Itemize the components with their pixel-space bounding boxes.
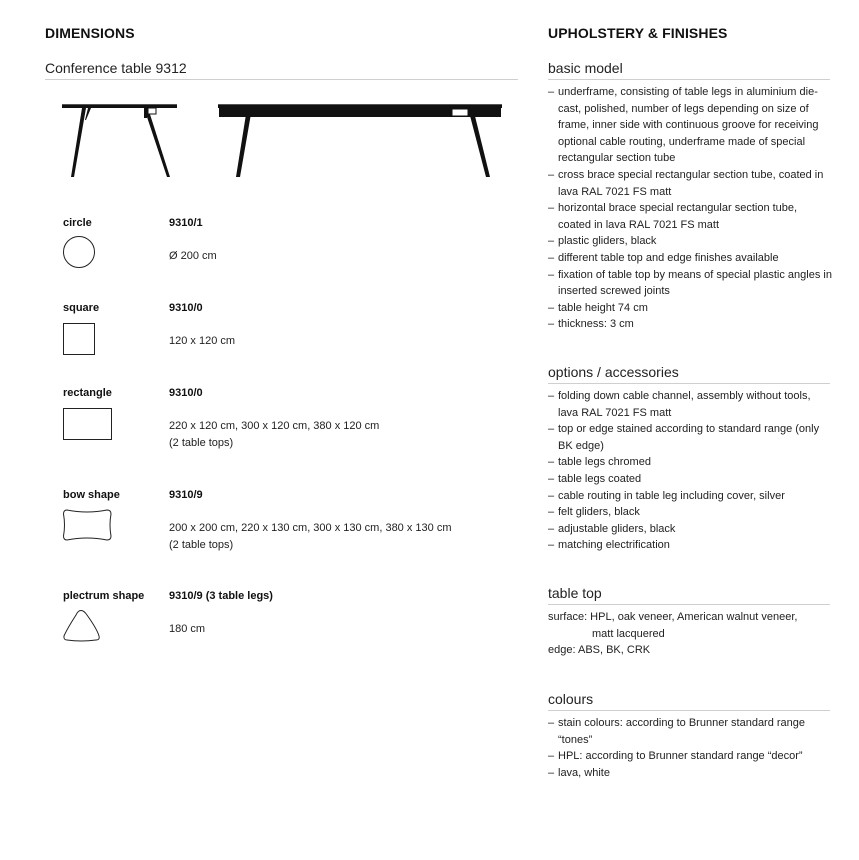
title-divider [45,79,518,80]
table-side-view-short [60,100,180,182]
list-item: – plastic gliders, black [548,233,833,250]
shape-row-bow [63,489,503,559]
shape-row-rectangle [63,387,503,457]
list-item: – HPL: according to Brunner standard range “decor” [548,748,833,765]
options-title: options / accessories [548,364,679,380]
shape-code: 9310/0 [169,302,203,314]
shape-code: 9310/1 [169,217,203,229]
dimensions-heading: DIMENSIONS [45,25,135,41]
plectrum-shape-icon [63,609,103,643]
list-item: – table height 74 cm [548,300,833,317]
table-leg [71,108,86,177]
bow-shape-icon [63,509,113,543]
shape-code: 9310/9 (3 table legs) [169,590,273,602]
surface-line: surface: HPL, oak veneer, American walnut veneer, [548,611,798,623]
upholstery-heading: UPHOLSTERY & FINISHES [548,25,728,41]
list-item: – table legs chromed [548,454,833,471]
shape-label: bow shape [63,489,120,501]
list-item: – cable routing in table leg including cover, silver [548,488,833,505]
basic-model-title: basic model [548,60,623,76]
shape-dims: 180 cm [169,623,206,635]
list-item: – top or edge stained according to standard range (only BK edge) [548,421,833,454]
options-divider [548,383,830,384]
shape-row-plectrum [63,590,503,650]
list-item: – cross brace special rectangular section tube, coated in lava RAL 7021 FS matt [548,167,833,200]
shape-dims: Ø 200 cm [169,250,217,262]
colours-list [548,715,833,781]
colours-divider [548,710,830,711]
table-top-details [548,609,833,659]
shape-label: circle [63,217,92,229]
shape-dims: 200 x 200 cm, 220 x 130 cm, 300 x 130 cm, 380 x 130 cm (2 table tops) [169,522,452,551]
options-list [548,388,833,554]
shape-dims: 120 x 120 cm [169,335,236,347]
table-top-divider [548,604,830,605]
shape-code: 9310/0 [169,387,203,399]
table-top-title: table top [548,585,602,601]
edge-line: edge: ABS, BK, CRK [548,644,651,657]
list-item: – felt gliders, black [548,504,833,521]
table-leg [236,108,252,177]
product-title: Conference table 9312 [45,60,187,76]
colours-title: colours [548,691,594,707]
basic-model-list [548,84,833,333]
list-item: – underframe, consisting of table legs in aluminium die-cast, polished, number of legs depending on size of frame, inner side with continuous groove for receiving optional cable routing, underframe made of special rectangular section tube [548,84,833,167]
table-leg [144,108,170,177]
list-item: – matching electrification [548,537,833,554]
list-item: – table legs coated [548,471,833,488]
shape-code: 9310/9 [169,489,203,501]
shape-row-square [63,302,503,362]
list-item: – lava, white [548,765,833,782]
list-item: – different table top and edge finishes available [548,250,833,267]
rectangle-shape-icon [63,408,113,442]
shape-label: rectangle [63,387,112,399]
circle-shape-icon [63,236,97,270]
table-leg [468,108,490,177]
shape-label: square [63,302,100,314]
list-item: – horizontal brace special rectangular section tube, coated in lava RAL 7021 FS matt [548,200,833,233]
table-side-view-long [215,100,507,182]
shape-dims: 220 x 120 cm, 300 x 120 cm, 380 x 120 cm (2 table tops) [169,420,380,449]
surface-line-cont: matt lacquered [592,627,665,640]
list-item: – thickness: 3 cm [548,316,833,333]
shape-label: plectrum shape [63,590,145,602]
basic-model-divider [548,79,830,80]
list-item: – fixation of table top by means of special plastic angles in inserted screwed joints [548,267,833,300]
list-item: – folding down cable channel, assembly without tools, lava RAL 7021 FS matt [548,388,833,421]
square-shape-icon [63,323,97,357]
shape-row-circle [63,217,503,277]
list-item: – adjustable gliders, black [548,521,833,538]
list-item: – stain colours: according to Brunner standard range “tones” [548,715,833,748]
